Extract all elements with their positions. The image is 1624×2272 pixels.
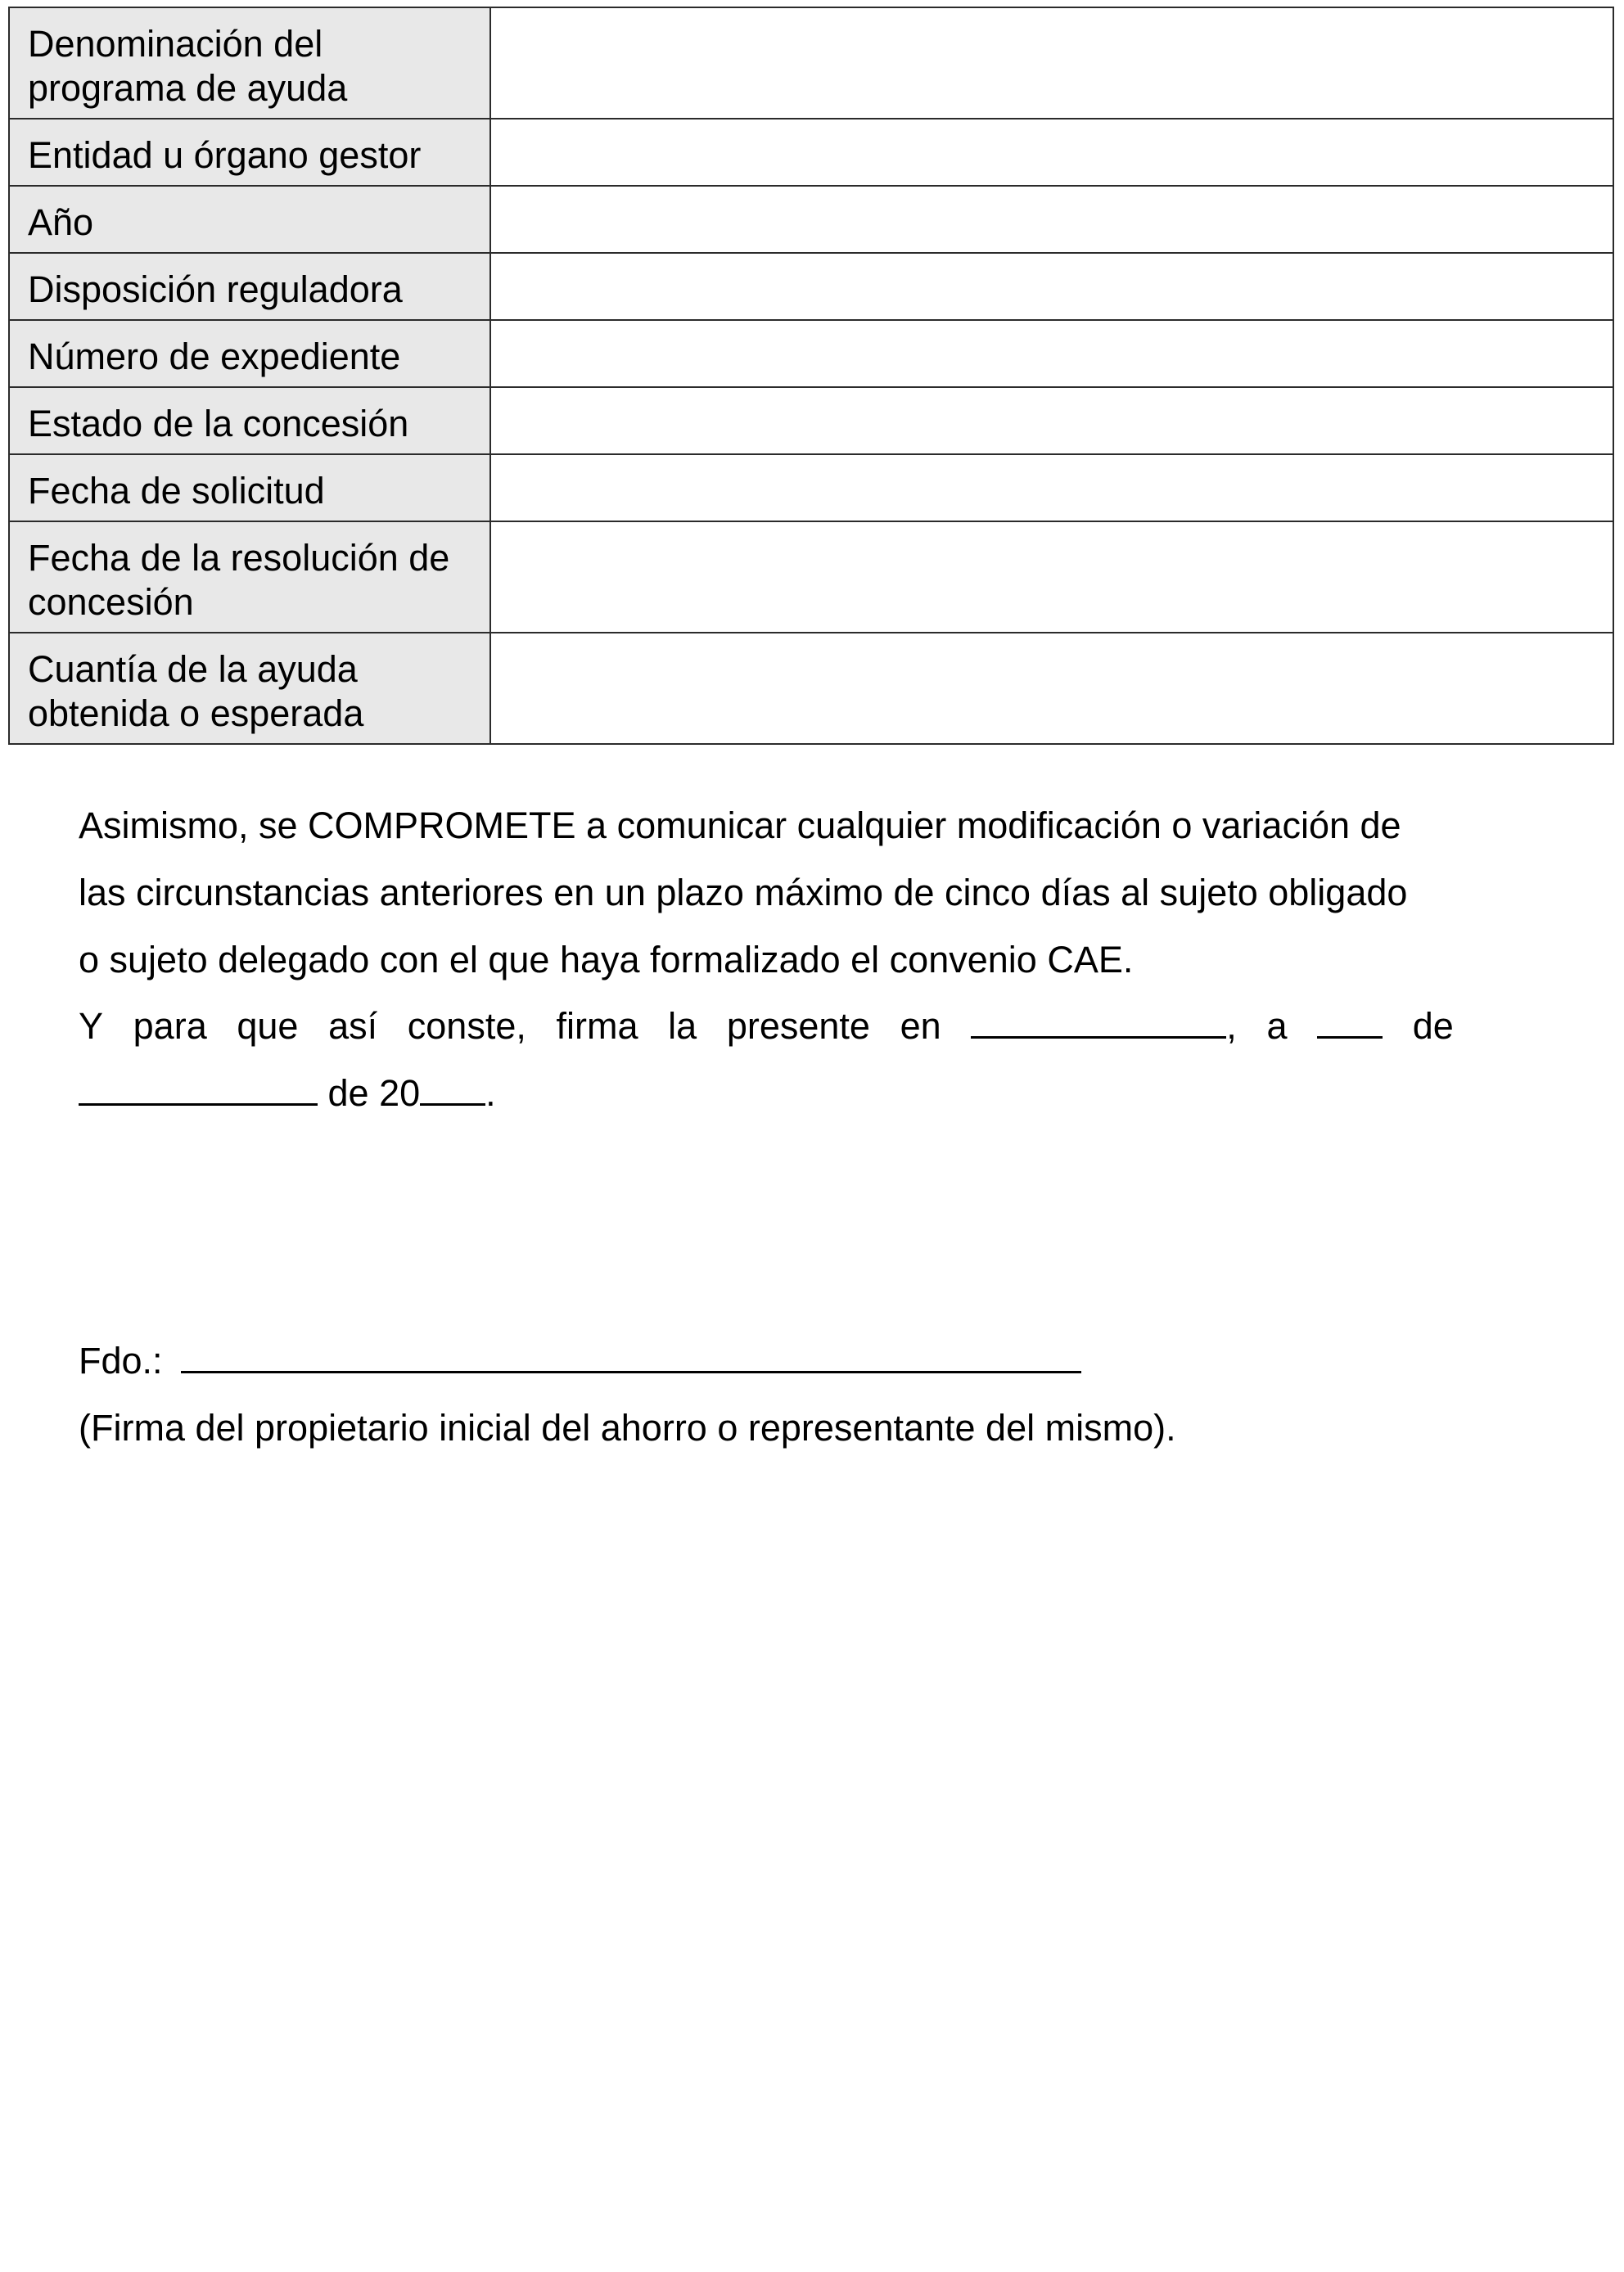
table-row (9, 320, 1613, 387)
table-row (9, 387, 1613, 454)
comma-text: , (1226, 1005, 1237, 1047)
signature-label: Fdo.: (79, 1340, 163, 1382)
row-value-field[interactable] (490, 387, 1613, 454)
commitment-line: o sujeto delegado con el que haya formalizado el convenio CAE. (79, 939, 1134, 980)
statement-word: en (900, 1005, 941, 1047)
row-label: Año (9, 186, 490, 253)
statement-word: la (668, 1005, 697, 1047)
signature-blank-field[interactable] (181, 1338, 1081, 1373)
row-value-field[interactable] (490, 454, 1613, 521)
table-row (9, 633, 1613, 744)
row-label: Disposición reguladora (9, 253, 490, 320)
row-value-field[interactable] (490, 633, 1613, 744)
commitment-paragraph (79, 792, 1454, 994)
row-value-field[interactable] (490, 119, 1613, 186)
place-blank-group (971, 993, 1237, 1060)
statement-word: conste, (407, 1005, 526, 1047)
table-row (9, 454, 1613, 521)
signature-line (79, 1328, 1081, 1395)
statement-word: Y (79, 1005, 104, 1047)
place-date-statement (79, 993, 1454, 1127)
day-blank-field[interactable] (1317, 1003, 1383, 1039)
table-row (9, 186, 1613, 253)
place-date-line (79, 993, 1454, 1060)
table-row (9, 253, 1613, 320)
aid-program-table (8, 7, 1614, 745)
month-year-line (79, 1060, 1454, 1127)
row-label: Denominación del programa de ayuda (9, 7, 490, 119)
row-value-field[interactable] (490, 7, 1613, 119)
row-value-field[interactable] (490, 320, 1613, 387)
row-label: Fecha de solicitud (9, 454, 490, 521)
table-row (9, 521, 1613, 633)
statement-word: a (1266, 1005, 1288, 1047)
commitment-line: las circunstancias anteriores en un plazo máximo de cinco días al sujeto obligado (79, 872, 1408, 913)
commitment-line: Asimismo, se COMPROMETE a comunicar cualquier modificación o variación de (79, 805, 1401, 846)
period-text: . (485, 1072, 496, 1114)
statement-word: presente (726, 1005, 870, 1047)
statement-word: así (328, 1005, 378, 1047)
statement-word: de (1412, 1005, 1454, 1047)
year-blank-field[interactable] (420, 1071, 485, 1106)
table-row (9, 7, 1613, 119)
month-blank-field[interactable] (79, 1071, 318, 1106)
row-value-field[interactable] (490, 253, 1613, 320)
row-label: Entidad u órgano gestor (9, 119, 490, 186)
statement-word: para (133, 1005, 207, 1047)
row-label: Número de expediente (9, 320, 490, 387)
row-value-field[interactable] (490, 521, 1613, 633)
statement-word: firma (556, 1005, 638, 1047)
statement-word: que (237, 1005, 299, 1047)
year-prefix-text: de 20 (327, 1072, 421, 1114)
row-label: Cuantía de la ayuda obtenida o esperada (9, 633, 490, 744)
row-label: Fecha de la resolución de concesión (9, 521, 490, 633)
signature-note: (Firma del propietario inicial del ahorro o representante del mismo). (79, 1407, 1176, 1449)
place-blank-field[interactable] (971, 1003, 1226, 1039)
row-value-field[interactable] (490, 186, 1613, 253)
table-row (9, 119, 1613, 186)
row-label: Estado de la concesión (9, 387, 490, 454)
